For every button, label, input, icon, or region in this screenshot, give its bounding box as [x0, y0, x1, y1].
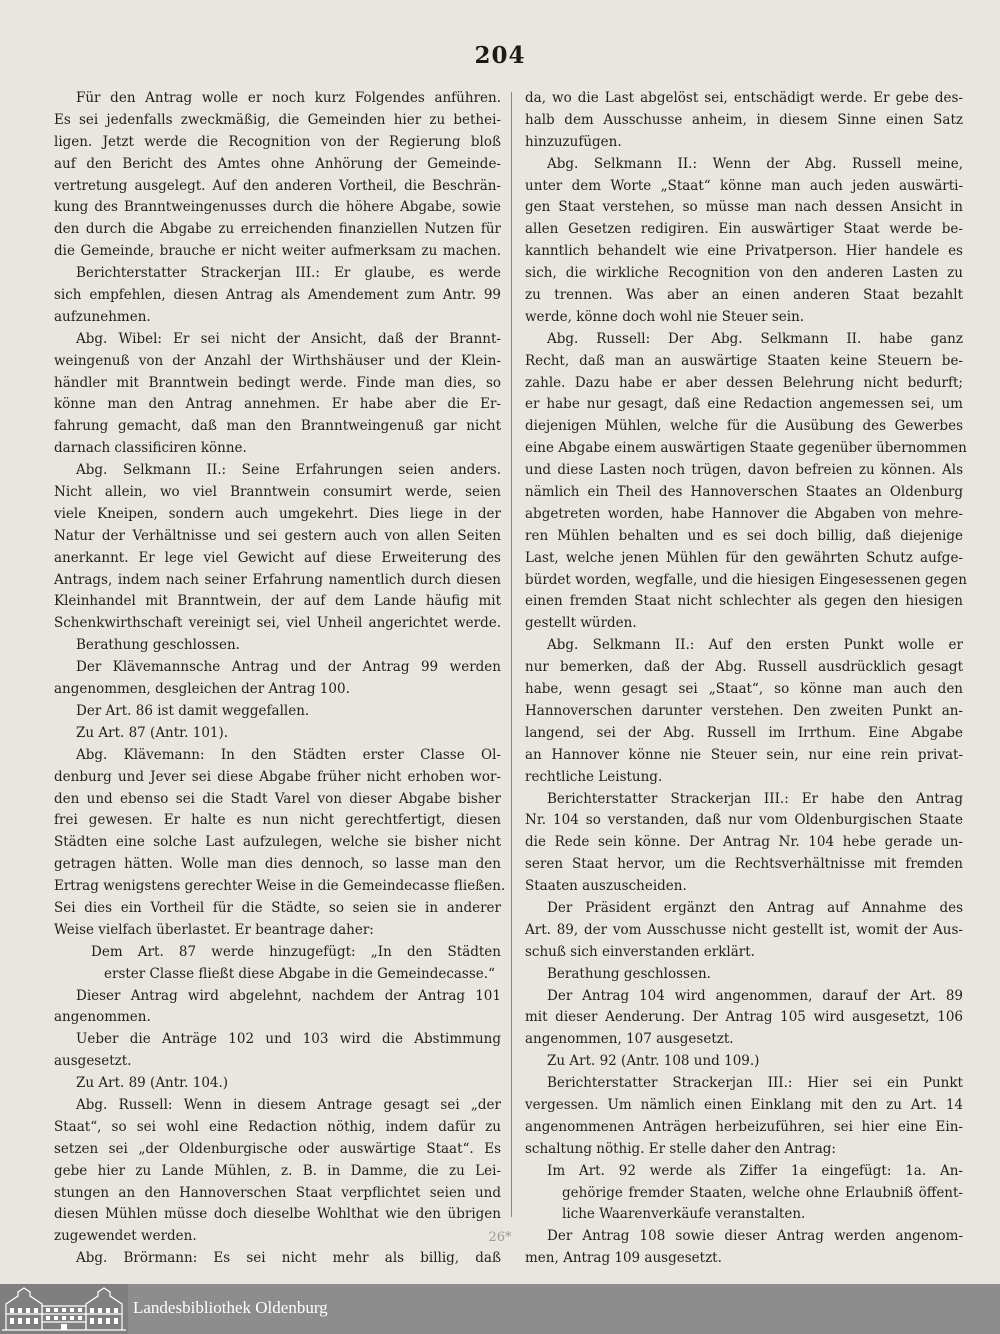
right-column: [525, 88, 967, 1270]
right-column-line: sich, die wirkliche Recognition von den anderen Lasten zu: [525, 265, 963, 282]
right-column-line: Der Präsident ergänzt den Antrag auf Annahme des: [547, 899, 963, 916]
right-column-line: Last, welche jenen Mühlen für den gewährten Schutz aufge-: [525, 549, 963, 566]
left-column-line: frei gewesen. Er halte es nun nicht gerechtfertigt, diesen: [54, 812, 501, 829]
left-column-line: zugewendet werden.: [54, 1228, 197, 1245]
left-column-line: weingenuß von der Anzahl der Wirthshäuser und der Klein-: [54, 352, 501, 369]
right-column-line: da, wo die Last abgelöst sei, entschädigt werde. Er gebe des-: [525, 90, 963, 106]
left-column-line: Städten eine solche Last aufzulegen, welche sie bisher nicht: [54, 834, 501, 851]
right-column-line: vergessen. Um nämlich einen Einklang mit den zu Art. 14: [525, 1096, 963, 1113]
left-column-line: Ueber die Anträge 102 und 103 wird die Abstimmung: [76, 1031, 501, 1048]
left-column-line: Berathung geschlossen.: [76, 637, 240, 654]
left-column-line: Staat“, so sei wohl eine Redaction nöthig, indem dafür zu: [54, 1118, 501, 1135]
left-column-line: fahrung gemacht, daß man den Branntweingenuß gar nicht: [54, 418, 501, 435]
right-column-line: nämlich ein Theil des Hannoverschen Staates an Oldenburg: [525, 484, 963, 501]
left-column-line: stungen an den Hannoverschen Staat verpflichtet seien und: [54, 1184, 501, 1201]
right-column-line: die Rede sein könne. Der Antrag Nr. 104 hebe gerade un-: [525, 834, 963, 851]
left-column-line: Berichterstatter Strackerjan III.: Er glaube, es werde: [76, 265, 501, 282]
left-column: [54, 88, 506, 1270]
right-column-line: mit dieser Aenderung. Der Antrag 105 wird ausgesetzt, 106: [525, 1009, 963, 1026]
right-column-line: Abg. Selkmann II.: Wenn der Abg. Russell meine,: [547, 155, 963, 172]
left-column-line: die Gemeinde, brauche er nicht weiter aufmerksam zu machen.: [54, 243, 501, 260]
right-column-line: Berichterstatter Strackerjan III.: Er habe den Antrag: [547, 790, 963, 807]
left-column-line: Abg. Russell: Wenn in diesem Antrage gesagt sei „der: [76, 1096, 501, 1113]
left-column-line: setzen sei „der Oldenburgische oder auswärtige Staat“. Es: [54, 1140, 501, 1157]
left-column-line: Dem Art. 87 werde hinzugefügt: „In den Städten: [91, 943, 501, 960]
left-column-line: Sei dies ein Vortheil für die Städte, so seien sie in anderer: [54, 899, 501, 916]
right-column-line: einen fremden Staat nicht schlechter als gegen den hiesigen: [525, 593, 963, 610]
footer-bar: [0, 1284, 1000, 1334]
right-column-line: Der Antrag 104 wird angenommen, darauf der Art. 89: [547, 987, 963, 1004]
right-column-line: gehörige fremder Staaten, welche ohne Erlaubniß öffent-: [562, 1184, 963, 1201]
right-column-line: gestellt würden.: [525, 615, 637, 632]
right-column-line: Abg. Russell: Der Abg. Selkmann II. habe ganz: [547, 330, 963, 347]
left-column-line: getragen hätten. Wolle man dies dennoch, so lasse man den: [54, 856, 501, 873]
left-column-line: den durch die Abgabe zu erreichenden finanziellen Nutzen für: [54, 221, 501, 238]
right-column-line: er habe nur gesagt, daß eine Redaction angemessen sei, um: [525, 396, 963, 413]
left-column-line: anerkannt. Er lege viel Gewicht auf diese Erweiterung des: [54, 549, 501, 566]
left-column-line: Schenkwirthschaft vereinigt sei, viel Unheil angerichtet werde.: [54, 615, 501, 632]
right-column-line: seren Staat hervor, um die Rechtsverhältnisse mit fremden: [525, 856, 963, 873]
right-column-line: allen Gesetzen redigiren. Ein auswärtiger Staat werde be-: [525, 221, 963, 238]
left-column-line: ligen. Jetzt werde die Recognition von der Regierung bloß: [54, 133, 501, 150]
left-column-line: Abg. Selkmann II.: Seine Erfahrungen seien anders.: [76, 462, 501, 479]
library-building-icon: [0, 1284, 128, 1334]
left-column-line: denburg und Jever sei diese Abgabe früher nicht erhoben wor-: [54, 768, 501, 785]
right-column-line: schuß sich einverstanden erklärt.: [525, 943, 755, 960]
right-column-line: schaltung nöthig. Er stelle daher den Antrag:: [525, 1140, 836, 1157]
left-column-line: ausgesetzt.: [54, 1053, 132, 1070]
left-column-line: händler mit Branntwein bedingt werde. Finde man dies, so: [54, 374, 501, 391]
right-column-line: halb dem Ausschusse anheim, in diesem Sinne einen Satz: [525, 111, 963, 128]
left-column-line: angenommen.: [54, 1009, 151, 1026]
right-column-line: bürdet worden, wegfalle, und die hiesigen Eingesessenen gegen: [525, 571, 967, 588]
left-column-line: den und ebenso sei die Stadt Varel von dieser Abgabe bisher: [54, 790, 501, 807]
right-column-line: men, Antrag 109 ausgesetzt.: [525, 1250, 722, 1267]
left-column-line: Für den Antrag wolle er noch kurz Folgendes anführen.: [76, 90, 501, 106]
right-column-line: zahle. Dazu habe er aber dessen Belehrung nicht bedurft;: [525, 374, 963, 391]
left-column-line: Der Klävemannsche Antrag und der Antrag 99 werden: [76, 659, 501, 676]
left-column-line: Ertrag wenigstens gerechter Weise in die Gemeindecasse fließen.: [54, 878, 506, 895]
left-column-line: angenommen, desgleichen der Antrag 100.: [54, 681, 350, 698]
left-column-line: sich empfehlen, diesen Antrag als Amendement zum Antr. 99: [54, 287, 501, 304]
left-column-line: könne man den Antrag annehmen. Er habe aber die Er-: [54, 396, 501, 413]
left-column-line: Natur der Verhältnisse und sei gestern auch von allen Seiten: [54, 527, 501, 544]
left-column-line: vertretung ausgelegt. Auf den anderen Vortheil, die Beschrän-: [54, 177, 501, 194]
left-column-line: Antrags, indem nach seiner Erfahrung namentlich durch diesen: [54, 571, 501, 588]
library-label: Landesbibliothek Oldenburg: [133, 1298, 328, 1317]
right-column-line: Zu Art. 92 (Antr. 108 und 109.): [547, 1053, 760, 1070]
right-column-line: Im Art. 92 werde als Ziffer 1a eingefügt: 1a. An-: [547, 1162, 963, 1179]
left-column-line: Kleinhandel mit Branntwein, der auf dem Lande häufig mit: [54, 593, 501, 610]
left-column-line: darnach classificiren könne.: [54, 440, 247, 457]
right-column-line: hinzuzufügen.: [525, 133, 622, 150]
right-column-line: Staaten auszuscheiden.: [525, 878, 687, 895]
left-column-line: viele Kneipen, sondern auch umgekehrt. Dies liege in der: [54, 505, 501, 522]
right-column-line: unter dem Worte „Staat“ könne man auch jeden auswärti-: [525, 177, 963, 194]
right-column-line: Nr. 104 so verstanden, daß nur vom Oldenburgischen Staate: [525, 812, 963, 829]
right-column-line: langend, sei der Abg. Russell im Irrthum. Eine Abgabe: [525, 724, 963, 741]
left-column-line: gebe hier zu Lande Mühlen, z. B. in Damme, die zu Lei-: [54, 1162, 501, 1179]
right-column-line: angenommen, 107 ausgesetzt.: [525, 1031, 734, 1048]
right-column-line: liche Waarenverkäufe veranstalten.: [562, 1206, 806, 1223]
left-column-line: erster Classe fließt diese Abgabe in die Gemeindecasse.“: [104, 965, 495, 982]
right-column-line: ren Mühlen behalten und es sei doch billig, daß diejenige: [525, 527, 963, 544]
right-column-line: angenommenen Anträgen herbeizuführen, sei hier eine Ein-: [525, 1118, 963, 1135]
right-column-line: Recht, daß man an auswärtige Staaten keine Steuern be-: [525, 352, 963, 369]
left-column-line: Weise vielfach überlastet. Er beantrage daher:: [54, 921, 374, 938]
right-column-line: kanntlich behandelt wie eine Privatperson. Hier handele es: [525, 243, 963, 260]
left-column-line: Dieser Antrag wird abgelehnt, nachdem der Antrag 101: [76, 987, 501, 1004]
left-column-line: Zu Art. 87 (Antr. 101).: [76, 724, 229, 741]
right-column-line: nur bemerken, daß der Abg. Russell ausdrücklich gesagt: [525, 659, 963, 676]
left-column-line: kung des Branntweingenusses durch die höhere Abgabe, sowie: [54, 199, 501, 216]
right-column-line: habe, wenn gesagt sei „Staat“, so könne man auch den: [525, 681, 963, 698]
left-column-line: Der Art. 86 ist damit weggefallen.: [76, 702, 310, 719]
right-column-line: Berathung geschlossen.: [547, 965, 711, 982]
left-column-line: Nicht allein, wo viel Branntwein consumirt werde, seien: [54, 484, 501, 501]
left-column-line: diesen Mühlen müsse doch dieselbe Wohlthat wie den übrigen: [54, 1206, 501, 1223]
left-column-line: auf den Bericht des Amtes ohne Anhörung der Gemeinde-: [54, 155, 501, 172]
right-column-line: diejenigen Mühlen, welche für die Ausübung des Gewerbes: [525, 418, 963, 435]
left-column-line: Abg. Klävemann: In den Städten erster Classe Ol-: [76, 746, 501, 763]
right-column-line: und diese Lasten noch trügen, davon befreien zu können. Als: [525, 462, 963, 479]
right-column-line: gen Staat verstehen, so müsse man nach dessen Ansicht in: [525, 199, 963, 216]
right-column-line: Abg. Selkmann II.: Auf den ersten Punkt wolle er: [547, 637, 963, 654]
left-column-line: aufzunehmen.: [54, 308, 151, 325]
right-column-line: Der Antrag 108 sowie dieser Antrag werden angenom-: [547, 1228, 963, 1245]
right-column-line: an Hannover könne nie Steuer sein, nur eine rein privat-: [525, 746, 963, 763]
left-column-line: Abg. Wibel: Er sei nicht der Ansicht, daß der Brannt-: [76, 330, 501, 347]
left-column-line: Abg. Brörmann: Es sei nicht mehr als billig, daß: [76, 1250, 501, 1267]
right-column-line: Art. 89, der vom Ausschusse nicht gestellt ist, womit der Aus-: [525, 921, 963, 938]
right-column-line: rechtliche Leistung.: [525, 768, 663, 785]
page-number: 204: [474, 42, 526, 69]
right-column-line: eine Abgabe einem auswärtigen Staate gegenüber übernommen: [525, 440, 967, 457]
left-column-line: Zu Art. 89 (Antr. 104.): [76, 1075, 229, 1092]
signature-mark: 26*: [488, 1230, 512, 1245]
right-column-line: Hannoverschen darunter verstehen. Den zweiten Punkt an-: [525, 702, 963, 719]
column-divider: [511, 92, 512, 1217]
right-column-line: abgetreten worden, habe Hannover die Abgaben von mehre-: [525, 505, 963, 522]
left-column-line: Es sei jedenfalls zweckmäßig, die Gemeinden hier zu bethei-: [54, 111, 501, 128]
right-column-line: Berichterstatter Strackerjan III.: Hier sei ein Punkt: [547, 1075, 963, 1092]
right-column-line: werde, könne doch wohl nie Steuer sein.: [525, 308, 805, 325]
right-column-line: zu trennen. Was aber an einen anderen Staat bezahlt: [525, 287, 963, 304]
